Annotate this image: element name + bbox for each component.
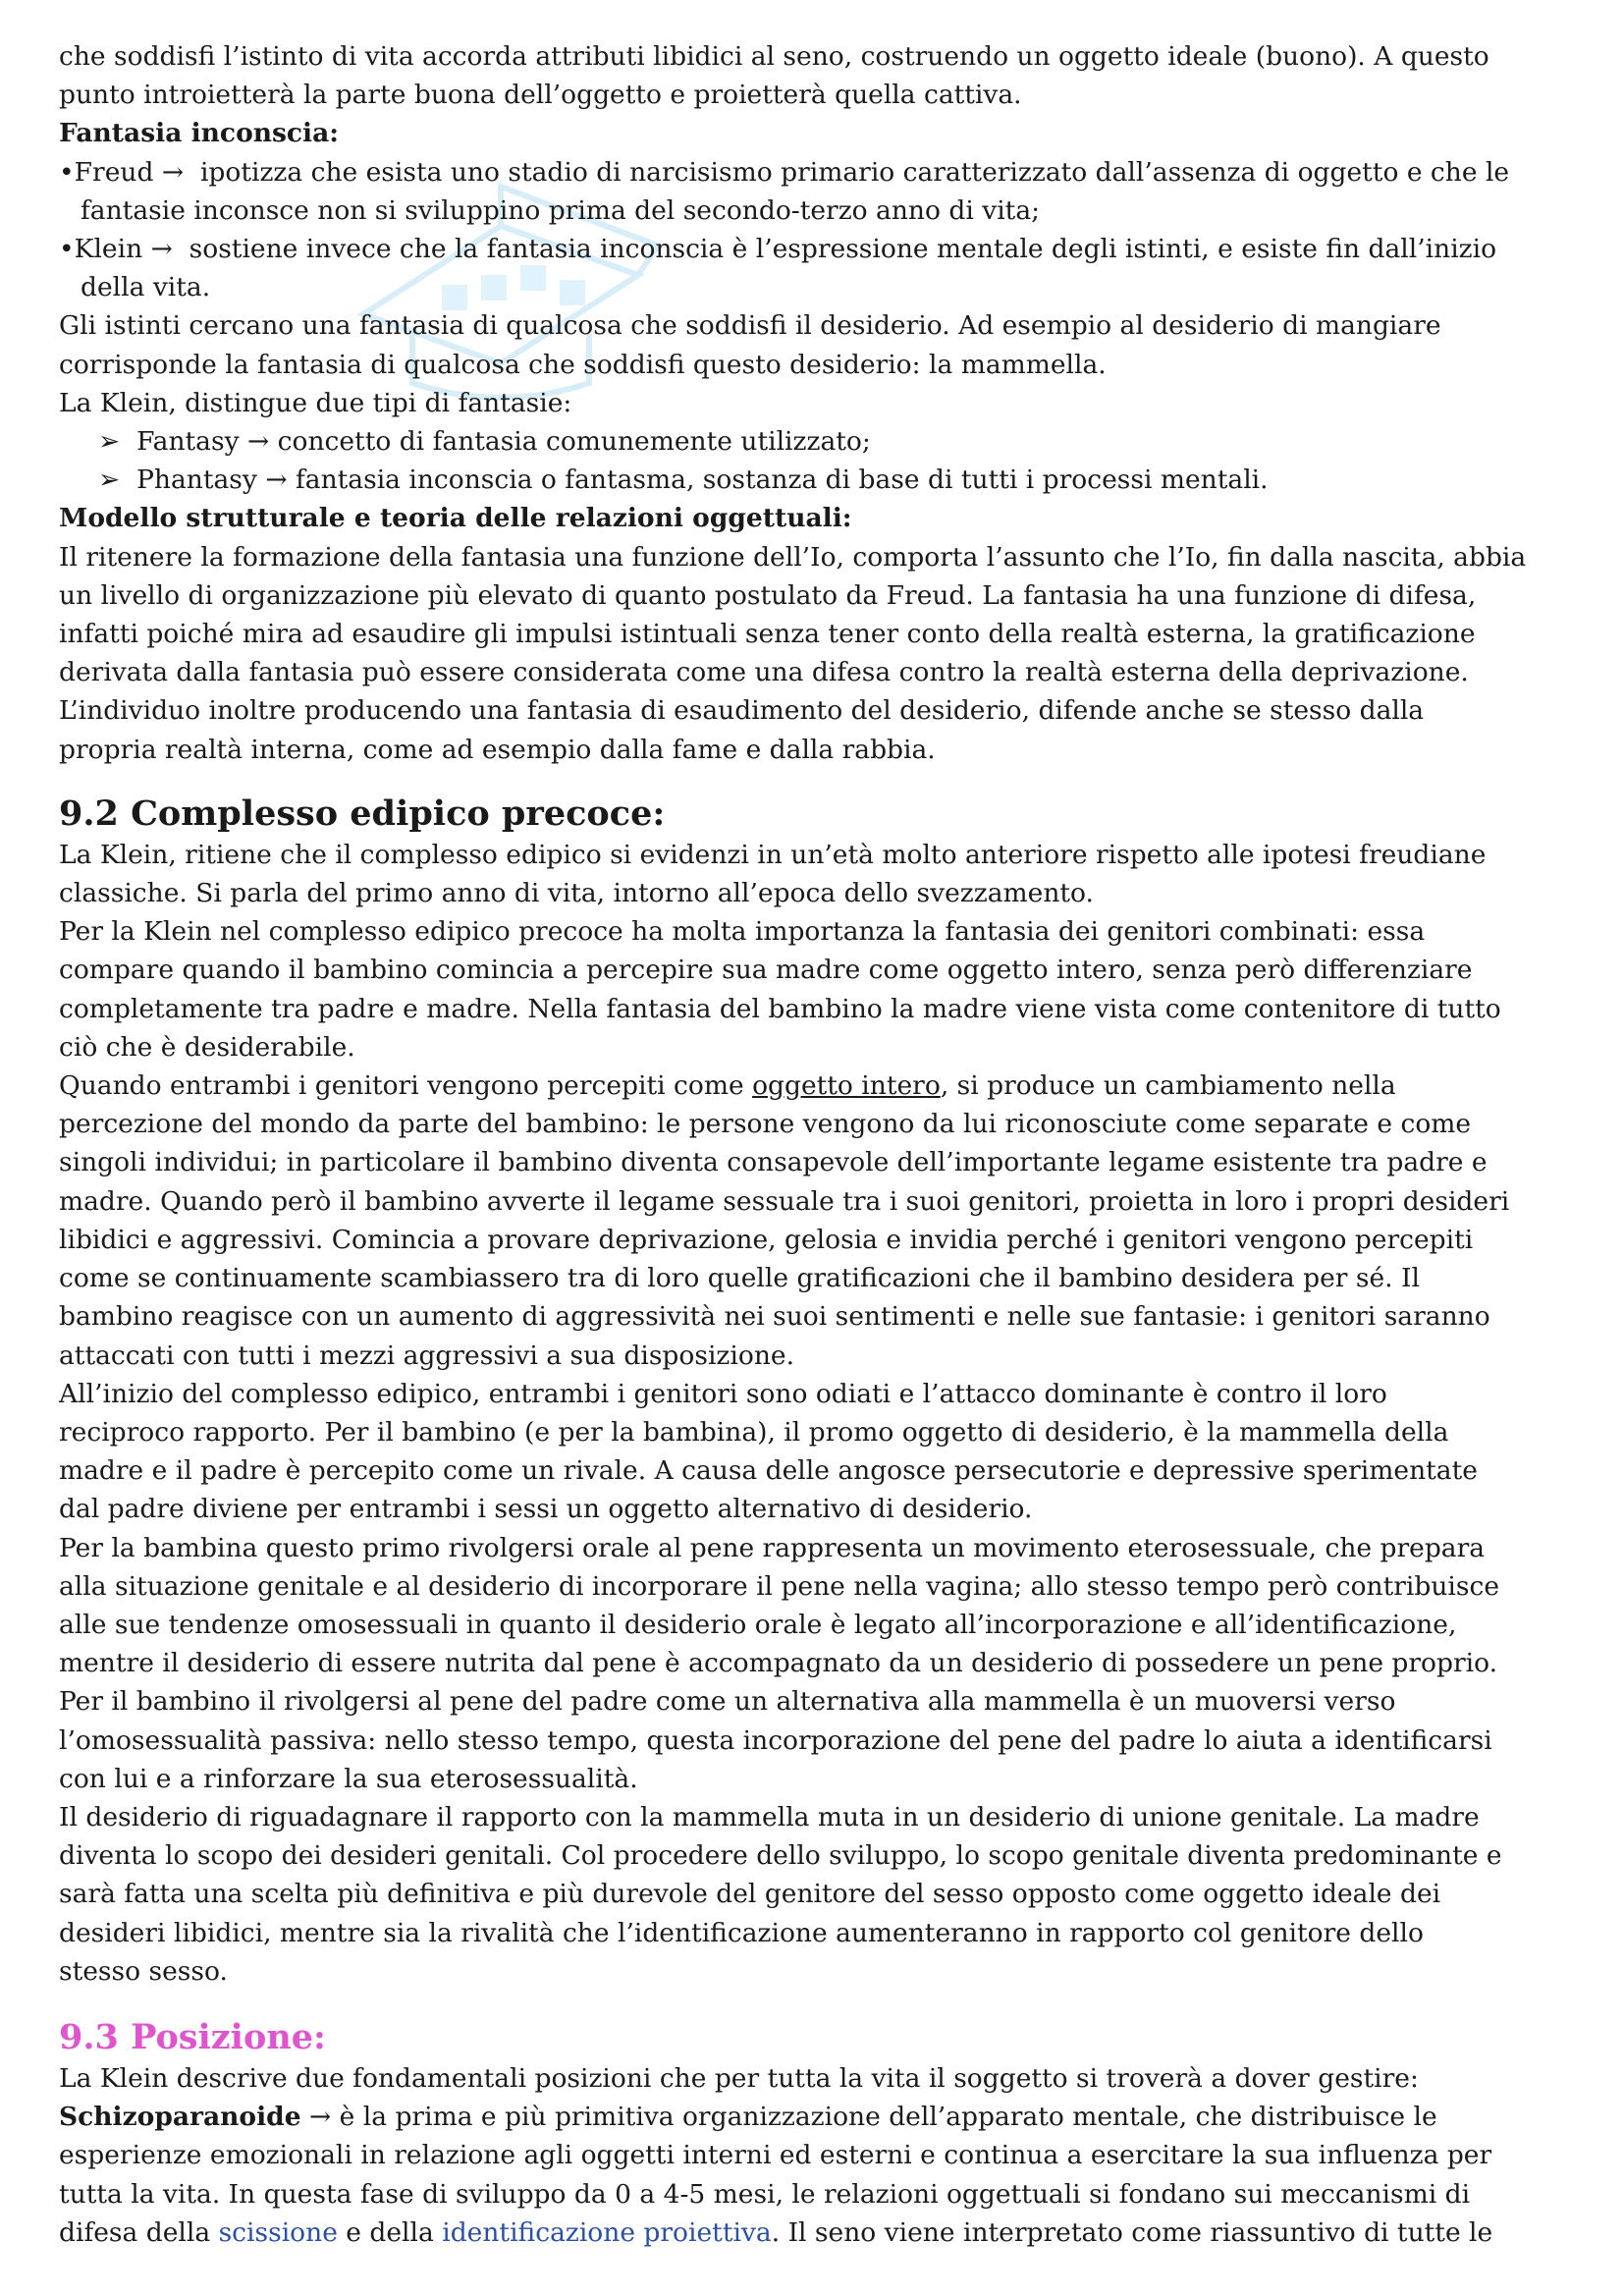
section-9-2-line: Il desiderio di riguadagnare il rapporto con la mammella muta in un desiderio di unione genitale. La madre bbox=[59, 1801, 1480, 1832]
klein-text-2: della vita. bbox=[81, 272, 211, 303]
section-9-2-line: dal padre diviene per entrambi i sessi un oggetto alternativo di desiderio. bbox=[59, 1494, 1033, 1525]
section-9-2-line: Per il bambino il rivolgersi al pene del padre come un alternativa alla mammella è un muoversi verso bbox=[59, 1686, 1396, 1718]
arrow-icon: → bbox=[247, 426, 270, 458]
fantasia-paragraph-1: Gli istinti cercano una fantasia di qualcosa che soddisfi il desiderio. Ad esempio al desiderio di mangiare bbox=[59, 310, 1441, 342]
section-9-2-line: bambino reagisce con un aumento di aggressività nei suoi sentimenti e nelle sue fantasie: i genitori saranno bbox=[59, 1301, 1490, 1333]
section-9-2-line: singoli individui; in particolare il bambino diventa consapevole dell’importante legame esistente tra padre e bbox=[59, 1147, 1488, 1178]
oggetto-intero-link[interactable]: oggetto intero bbox=[752, 1070, 941, 1102]
modello-heading: Modello strutturale e teoria delle relazioni oggettuali: bbox=[59, 503, 852, 534]
section-9-2-line: alla situazione genitale e al desiderio di incorporare il pene nella vagina; allo stesso tempo però contribuisce bbox=[59, 1570, 1500, 1602]
section-9-2-line: attaccati con tutti i mezzi aggressivi a sua disposizione. bbox=[59, 1339, 794, 1371]
section-9-2-line: desideri libidici, mentre sia la rivalità che l’identificazione aumenteranno in rapporto col genitore dello bbox=[59, 1917, 1424, 1948]
arrow-icon: → bbox=[265, 465, 288, 496]
section-9-2-line: come se continuamente scambiassero tra di loro quelle gratificazioni che il bambino desidera per sé. Il bbox=[59, 1263, 1420, 1294]
klein-text-1: sostiene invece che la fantasia inconscia è l’espressione mentale degli istinti, e esiste fin dall’inizio bbox=[189, 234, 1497, 265]
schizoparanoide-line-4 bbox=[59, 2214, 1591, 2252]
section-9-2-line: con lui e a rinforzare la sua eterosessualità. bbox=[59, 1763, 638, 1794]
section-9-3-title: 9.3 Posizione: bbox=[59, 2016, 326, 2057]
section-9-2-line: Per la Klein nel complesso edipico precoce ha molta importanza la fantasia dei genitori combinati: essa bbox=[59, 916, 1426, 948]
modello-line: Il ritenere la formazione della fantasia una funzione dell’Io, comporta l’assunto che l’Io, fin dalla nascita, abbia bbox=[59, 541, 1527, 573]
section-9-2-line: La Klein, ritiene che il complesso edipico si evidenzi in un’età molto anteriore rispetto alle ipotesi freudiane bbox=[59, 839, 1487, 870]
bullet-icon: • bbox=[59, 156, 75, 188]
term-schizoparanoide: Schizoparanoide bbox=[59, 2102, 301, 2133]
identificazione-proiettiva-link[interactable]: identificazione proiettiva bbox=[442, 2216, 772, 2248]
section-9-2-line: Per la bambina questo primo rivolgersi orale al pene rappresenta un movimento eterosessuale, che prepara bbox=[59, 1532, 1486, 1563]
modello-line: derivata dalla fantasia può essere considerata come una difesa contro la realtà esterna della deprivazione. bbox=[59, 657, 1469, 688]
section-9-2-line: madre. Quando però il bambino avverte il legame sessuale tra i suoi genitori, proietta in loro i propri desideri bbox=[59, 1185, 1510, 1217]
section-9-2-line: All’inizio del complesso edipico, entrambi i genitori sono odiati e l’attacco dominante è contro il loro bbox=[59, 1378, 1387, 1409]
section-9-2-line: compare quando il bambino comincia a percepire sua madre come oggetto intero, senza però differenziare bbox=[59, 955, 1473, 986]
section-9-2-line: sarà fatta una scelta più definitiva e più durevole del genitore del sesso opposto come oggetto ideale dei bbox=[59, 1879, 1441, 1910]
section-9-2-line: percezione del mondo da parte del bambino: le persone vengono da lui riconosciute come separate e come bbox=[59, 1109, 1472, 1140]
fantasia-heading: Fantasia inconscia: bbox=[59, 118, 340, 149]
section-9-2-line: libidici e aggressivi. Comincia a provare deprivazione, gelosia e invidia perché i genitori vengono percepiti bbox=[59, 1224, 1474, 1255]
modello-line: infatti poiché mira ad esaudire gli impulsi istintuali senza tener conto della realtà esterna, la gratificazione bbox=[59, 619, 1476, 650]
section-9-2-title: 9.2 Complesso edipico precoce: bbox=[59, 793, 666, 834]
list-item-fantasy bbox=[59, 422, 1591, 461]
schizo-text-1: è la prima e più primitiva organizzazione dell’apparato mentale, che distribuisce le bbox=[339, 2102, 1437, 2133]
schizo-4-pre: difesa della bbox=[59, 2216, 219, 2248]
modello-line: L’individuo inoltre producendo una fantasia di esaudimento del desiderio, difende anche se stesso dalla bbox=[59, 695, 1425, 727]
schizo-4-post: . Il seno viene interpretato come riassuntivo di tutte le bbox=[771, 2216, 1493, 2248]
intro-line-1: che soddisfi l’istinto di vita accorda attributi libidici al seno, costruendo un oggetto ideale (buono). A questo bbox=[59, 41, 1489, 72]
freud-name: Freud bbox=[74, 156, 154, 188]
section-9-2-line: diventa lo scopo dei desideri genitali. Col procedere dello sviluppo, lo scopo genitale diventa predominante e bbox=[59, 1840, 1502, 1872]
klein-bullet-item bbox=[59, 230, 1591, 306]
fantasia-paragraph-3: La Klein, distingue due tipi di fantasie: bbox=[59, 387, 572, 418]
phantasy-definition: fantasia inconscia o fantasma, sostanza di base di tutti i processi mentali. bbox=[295, 465, 1269, 496]
document-page bbox=[59, 37, 1591, 2252]
term-phantasy: Phantasy bbox=[136, 465, 257, 496]
schizoparanoide-line-3: tutta la vita. In questa fase di sviluppo da 0 a 4-5 mesi, le relazioni oggettuali si fondano sui meccanismi di bbox=[59, 2178, 1471, 2210]
fantasia-paragraph-2: corrisponde la fantasia di qualcosa che soddisfi questo desiderio: la mammella. bbox=[59, 349, 1107, 380]
oggetto-intero-post: , si produce un cambiamento nella bbox=[940, 1070, 1396, 1102]
section-9-2-line: alle sue tendenze omosessuali in quanto il desiderio orale è legato all’incorporazione e all’identificazione, bbox=[59, 1609, 1457, 1640]
section-9-2-line: reciproco rapporto. Per il bambino (e per la bambina), il promo oggetto di desiderio, è la mammella della bbox=[59, 1416, 1449, 1448]
list-item-phantasy bbox=[59, 461, 1591, 499]
arrow-icon: → bbox=[150, 234, 173, 265]
freud-bullet-item bbox=[59, 153, 1591, 230]
modello-line: propria realtà interna, come ad esempio dalla fame e dalla rabbia. bbox=[59, 734, 936, 765]
section-9-2-line: completamente tra padre e madre. Nella fantasia del bambino la madre viene vista come contenitore di tutto bbox=[59, 993, 1501, 1024]
bullet-icon: • bbox=[59, 234, 75, 265]
section-9-2-line: madre e il padre è percepito come un rivale. A causa delle angosce persecutorie e depressive sperimentate bbox=[59, 1455, 1478, 1487]
freud-text-1: ipotizza che esista uno stadio di narcisismo primario caratterizzato dall’assenza di oggetto e che le bbox=[199, 156, 1510, 188]
section-9-3-intro: La Klein descrive due fondamentali posizioni che per tutta la vita il soggetto si troverà a dover gestire: bbox=[59, 2062, 1419, 2094]
schizoparanoide-line-2: esperienze emozionali in relazione agli oggetti interni ed esterni e continua a esercitare la sua influenza per bbox=[59, 2140, 1492, 2171]
arrow-icon: → bbox=[161, 156, 185, 188]
section-9-2-line: l’omosessualità passiva: nello stesso tempo, questa incorporazione del pene del padre lo aiuta a identificarsi bbox=[59, 1724, 1492, 1756]
intro-line-2: punto introietterà la parte buona dell’oggetto e proietterà quella cattiva. bbox=[59, 80, 1022, 111]
oggetto-intero-pre: Quando entrambi i genitori vengono percepiti come bbox=[59, 1070, 753, 1102]
modello-line: un livello di organizzazione più elevato di quanto postulato da Freud. La fantasia ha una funzione di difesa, bbox=[59, 579, 1477, 611]
section-9-2-line: classiche. Si parla del primo anno di vita, intorno all’epoca dello svezzamento. bbox=[59, 878, 1094, 909]
fantasy-definition: concetto di fantasia comunemente utilizzato; bbox=[277, 426, 871, 458]
section-9-2-line: ciò che è desiderabile. bbox=[59, 1031, 355, 1063]
arrow-icon: → bbox=[309, 2102, 332, 2133]
schizo-4-mid: e della bbox=[337, 2216, 443, 2248]
oggetto-intero-line bbox=[59, 1066, 1591, 1105]
freud-text-2: fantasie inconsce non si sviluppino prima del secondo-terzo anno di vita; bbox=[81, 194, 1041, 226]
schizoparanoide-line-1 bbox=[59, 2098, 1591, 2136]
arrowhead-bullet-icon: ➢ bbox=[98, 426, 121, 458]
scissione-link[interactable]: scissione bbox=[218, 2216, 338, 2248]
klein-name: Klein bbox=[74, 234, 143, 265]
term-fantasy: Fantasy bbox=[136, 426, 240, 458]
arrowhead-bullet-icon: ➢ bbox=[98, 465, 121, 496]
section-9-2-line: mentre il desiderio di essere nutrita dal pene è accompagnato da un desiderio di possedere un pene proprio. bbox=[59, 1648, 1498, 1679]
section-9-2-line: stesso sesso. bbox=[59, 1955, 228, 1987]
